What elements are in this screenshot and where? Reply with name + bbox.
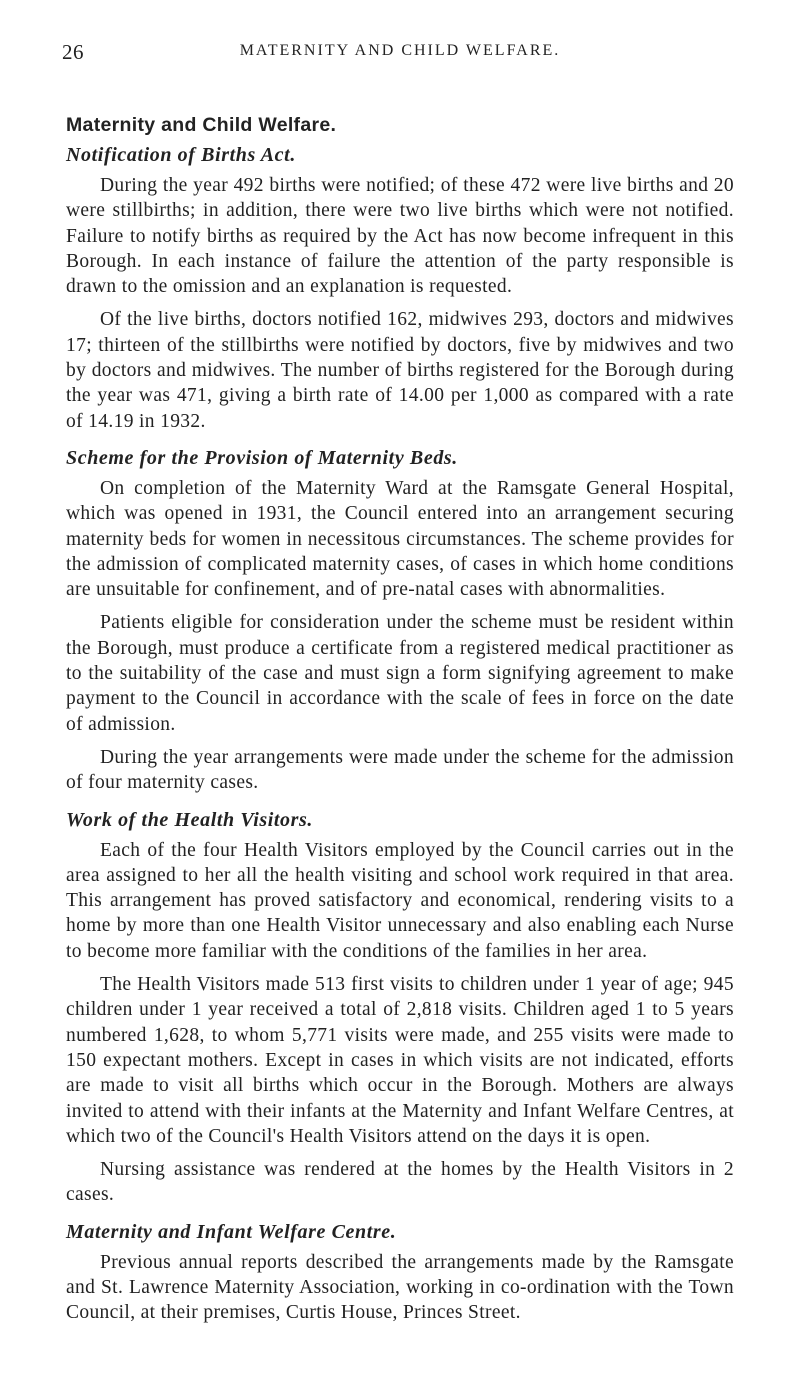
paragraph: During the year 492 births were notified; of these 472 were live births and 20 were stillbirths; in addition, there were two live births which were not notified. Failure to notify births as required by the Act has now become infrequent in this Borough. In each instance of failure the attention of the party responsible is drawn to the omission and an explanation is requested. bbox=[66, 175, 734, 298]
page-number: 26 bbox=[62, 40, 84, 64]
paragraph: Of the live births, doctors notified 162, midwives 293, doctors and midwives 17; thirteen of the stillbirths were notified by doctors, five by midwives and two by doctors and midwives. The number of births registered for the Borough during the year was 471, giving a birth rate of 14.00 per 1,000 as compared with a rate of 14.19 in 1932. bbox=[66, 309, 734, 432]
paragraph: The Health Visitors made 513 first visits to children under 1 year of age; 945 children under 1 year received a total of 2,818 visits. Children aged 1 to 5 years numbered 1,628, to whom 5,771 visits were made, and 255 visits were made to 150 expectant mothers. Except in cases in which visits are not indicated, efforts are made to visit all births which occur in the Borough. Mothers are always invited to attend with their infants at the Maternity and Infant Welfare Centres, at which two of the Council's Health Visitors attend on the days it is open. bbox=[66, 974, 734, 1147]
section-health-visitors bbox=[66, 809, 734, 1208]
paragraph: Nursing assistance was rendered at the homes by the Health Visitors in 2 cases. bbox=[66, 1159, 734, 1206]
paragraph: Previous annual reports described the arrangements made by the Ramsgate and St. Lawrence Maternity Association, working in co-ordination with the Town Council, at their premises, Curtis House, Princes Street. bbox=[66, 1251, 734, 1324]
section-heading: Work of the Health Visitors. bbox=[66, 808, 314, 831]
page-body bbox=[66, 114, 734, 1326]
section-heading: Maternity and Infant Welfare Centre. bbox=[66, 1220, 397, 1243]
section-heading: Notification of Births Act. bbox=[66, 144, 296, 166]
section-heading: Scheme for the Provision of Maternity Beds. bbox=[66, 446, 458, 469]
paragraph: Each of the four Health Visitors employed by the Council carries out in the area assigned to her all the health visiting and school work required in that area. This arrangement has proved satisfactory and economical, rendering visits to a home by more than one Health Visitor unnecessary and also enabling each Nurse to become more familiar with the conditions of the families in her area. bbox=[66, 839, 734, 962]
paragraph: Patients eligible for consideration under the scheme must be resident within the Borough, must produce a certificate from a registered medical practitioner as to the suitability of the case and must sign a form signifying agreement to make payment to the Council in accordance with the scale of fees in force on the date of admission. bbox=[66, 612, 734, 735]
section-maternity-beds-scheme bbox=[66, 447, 734, 796]
page-title: Maternity and Child Welfare. bbox=[66, 114, 337, 136]
running-header bbox=[62, 40, 738, 66]
paragraph: On completion of the Maternity Ward at the Ramsgate General Hospital, which was opened in 1931, the Council entered into an arrangement securing maternity beds for women in necessitous circumstances. The scheme provides for the admission of complicated maternity cases, of cases in which home conditions are unsuitable for confinement, and of pre-natal cases with abnormalities. bbox=[66, 477, 734, 601]
running-title: MATERNITY AND CHILD WELFARE. bbox=[239, 42, 561, 59]
section-notification-of-births bbox=[66, 144, 734, 434]
paragraph: During the year arrangements were made under the scheme for the admission of four maternity cases. bbox=[66, 746, 734, 794]
section-welfare-centre bbox=[66, 1221, 734, 1326]
